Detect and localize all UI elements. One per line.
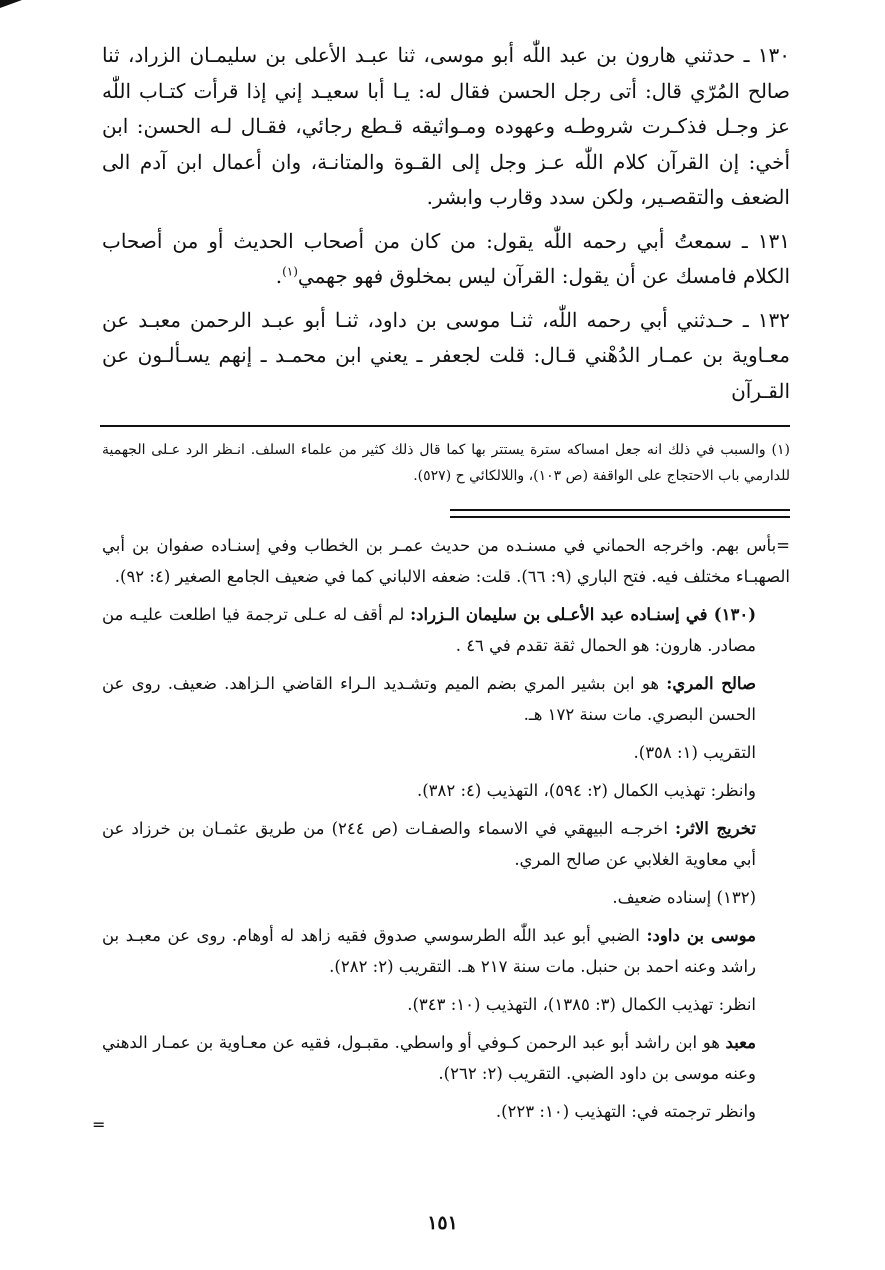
footnotes xyxy=(102,437,790,489)
footnote-ref[interactable]: (١) xyxy=(282,264,298,279)
note-continuation: =بأس بهم. واخرجه الحماني في مسنـده من حديث عمـر بن الخطاب وفي إسنـاده صفوان بن أبي الصهبـاء مختلف فيه. فتح الباري (٩: ٦٦). قلت: ضعفه الالباني كما في ضعيف الجامع الصغير (٤: ٩٢). xyxy=(102,536,790,586)
page-body xyxy=(102,38,790,1134)
note-mabad-heading: معبد xyxy=(725,1033,756,1052)
note-130-heading: (١٣٠) في إسنـاده عبد الأعـلى بن سليمان الـزراد: xyxy=(410,605,756,624)
paragraph-131-text: ١٣١ ـ سمعتُ أبي رحمه اللّٰه يقول: من كان من أصحاب الحديث أو من أصحاب الكلام فامسك عن أن يقول: القرآن ليس بمخلوق فهو جهمي xyxy=(102,228,790,288)
note-musa-see: انظر: تهذيب الكمال (٣: ١٣٨٥)، التهذيب (١٠: ٣٤٣). xyxy=(407,995,756,1014)
note-taqrib: التقريب (١: ٣٥٨). xyxy=(633,743,756,762)
note-130 xyxy=(102,599,790,661)
note-saleh-text: هو ابن بشير المري بضم الميم وتشـديد الـراء القاضي الـزاهد. ضعيف. روى عن الحسن البصري. مات سنة ١٧٢ هـ. xyxy=(102,674,756,724)
paragraph-130: ١٣٠ ـ حدثني هارون بن عبد اللّٰه أبو موسى، ثنا عبـد الأعلى بن سليمـان الزراد، ثنا صالح المُرّي قال: أتى رجل الحسن فقال له: يـا أبا سعيـد إني إذا قرأت كتـاب اللّٰه عز وجـل فذكـرت شروطـه وعهوده ومـواثيقه قـطع رجائي، فقـال لـه الحسن: ابن أخي: إن القرآن كلام اللّٰه عـز وجل إلى القـوة والمتانـة، وان أعمال ابن آدم الى الضعف والتقصـير، ولكن سدد وقارب وابشر. xyxy=(102,43,790,209)
main-text xyxy=(102,38,790,409)
note-musa-bin-dawud xyxy=(102,920,790,982)
corner-mark xyxy=(0,0,22,8)
note-takhrij xyxy=(102,813,790,875)
note-132: (١٣٢) إسناده ضعيف. xyxy=(612,888,756,907)
note-musa-text: الضبي أبو عبد اللّٰه الطرسوسي صدوق فقيه زاهد له أوهام. روى عن معبـد بن راشد وعنه احمد بن حنبل. مات سنة ٢١٧ هـ. التقريب (٢: ٢٨٢). xyxy=(102,926,756,976)
note-130-text: لم أقف له عـلى ترجمة فيا اطلعت عليـه من مصادر. هارون: هو الحمال ثقة تقدم في ٤٦ . xyxy=(102,605,756,655)
continuation-mark: = xyxy=(92,1115,106,1134)
paragraph-131 xyxy=(102,224,790,295)
note-mabad-text: هو ابن راشد أبو عبد الرحمن كـوفي أو واسطي. مقبـول، فقيه عن معـاوية بن عمـار الدهني وعنه موسى بن داود الضبي. التقريب (٢: ٢٦٢). xyxy=(102,1033,756,1083)
editor-notes xyxy=(102,530,790,1127)
footnote-1: (١) والسبب في ذلك انه جعل امساكه سترة يستتر بها كما قال ذلك كثير من علماء السلف. انـظر الرد عـلى الجهمية للدارمي باب الاحتجاج على الواقفة (ص ١٠٣)، واللالكائي ح (٥٢٧). xyxy=(102,442,790,484)
page-number: ١٥١ xyxy=(427,1212,458,1234)
note-mabad xyxy=(102,1027,790,1089)
paragraph-132: ١٣٢ ـ حـدثني أبي رحمه اللّٰه، ثنـا موسى بن داود، ثنـا أبو عبـد الرحمن معبـد عن معـاوية بن عمـار الدُهْني قـال: قلت لجعفر ـ يعني ابن محمـد ـ إنهم يسـألـون عن القـرآن xyxy=(102,307,790,403)
note-mabad-see: وانظر ترجمته في: التهذيب (١٠: ٢٢٣). xyxy=(495,1102,756,1121)
footnote-separator xyxy=(100,425,790,427)
note-saleh-almurri xyxy=(102,668,790,730)
notes-separator xyxy=(450,509,790,518)
note-takhrij-heading: تخريج الاثر: xyxy=(675,819,757,838)
note-takhrij-text: اخرجـه البيهقي في الاسماء والصفـات (ص ٢٤٤) من طريق عثمـان بن خرزاد عن أبي معاوية الغلابي عن صالح المري. xyxy=(102,819,756,869)
note-see-also: وانظر: تهذيب الكمال (٢: ٥٩٤)، التهذيب (٤: ٣٨٢). xyxy=(416,781,756,800)
note-musa-heading: موسى بن داود: xyxy=(646,926,756,945)
note-saleh-heading: صالح المري: xyxy=(666,674,756,693)
paragraph-131-end: . xyxy=(275,264,283,288)
